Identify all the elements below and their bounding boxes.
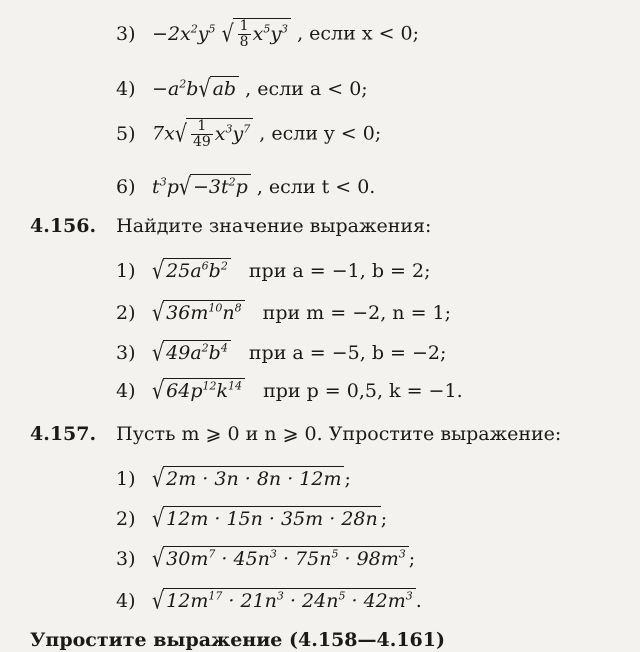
item-6: 6) $t^3p√ -3t^2p$ , если t < 0. xyxy=(116,173,376,201)
item-5: 5) 7x√ $\frac{1}{49}$ $x^3y^7$ , если y < 0; xyxy=(116,118,382,150)
item-4156-2: 2) √ $36m^{10}n^8$ при m = −2, n = 1; xyxy=(116,299,452,327)
item-4157-4: 4) √ $12m^{17} \cdot 21n^3 \cdot 24n^5 \cdot 42m^3$ . xyxy=(116,587,422,615)
item-4156-1: 1) √ $25a^6b^2$ при a = −1, b = 2; xyxy=(116,257,431,285)
footer-partial-heading: Упростите выражение (4.158—4.161) xyxy=(30,629,445,651)
problem-heading-4157: 4.157. Пусть m ⩾ 0 и n ⩾ 0. Упростите выражение: xyxy=(30,423,562,445)
problem-heading-4156: 4.156. Найдите значение выражения: xyxy=(30,215,432,237)
item-4157-2: 2) √ 12m · 15n · 35m · 28n ; xyxy=(116,505,388,533)
item-4157-3: 3) √ $30m^7 \cdot 45n^3 \cdot 75n^5 \cdot 98m^3$ ; xyxy=(116,545,416,573)
item-4157-1: 1) √ 2m · 3n · 8n · 12m ; xyxy=(116,465,351,493)
item-4156-4: 4) √ $64p^{12}k^{14}$ при p = 0,5, k = −1. xyxy=(116,377,463,405)
item-3: $3) -2x^2y^5$ √ $\frac{1}{8}$ $x^5y^3$ , если x < 0; xyxy=(116,18,420,50)
item-4156-3: 3) √ $49a^2b^4$ при a = −5, b = −2; xyxy=(116,339,447,367)
item-4: $4) -a^2b√$ ab , если a < 0; xyxy=(116,75,368,103)
